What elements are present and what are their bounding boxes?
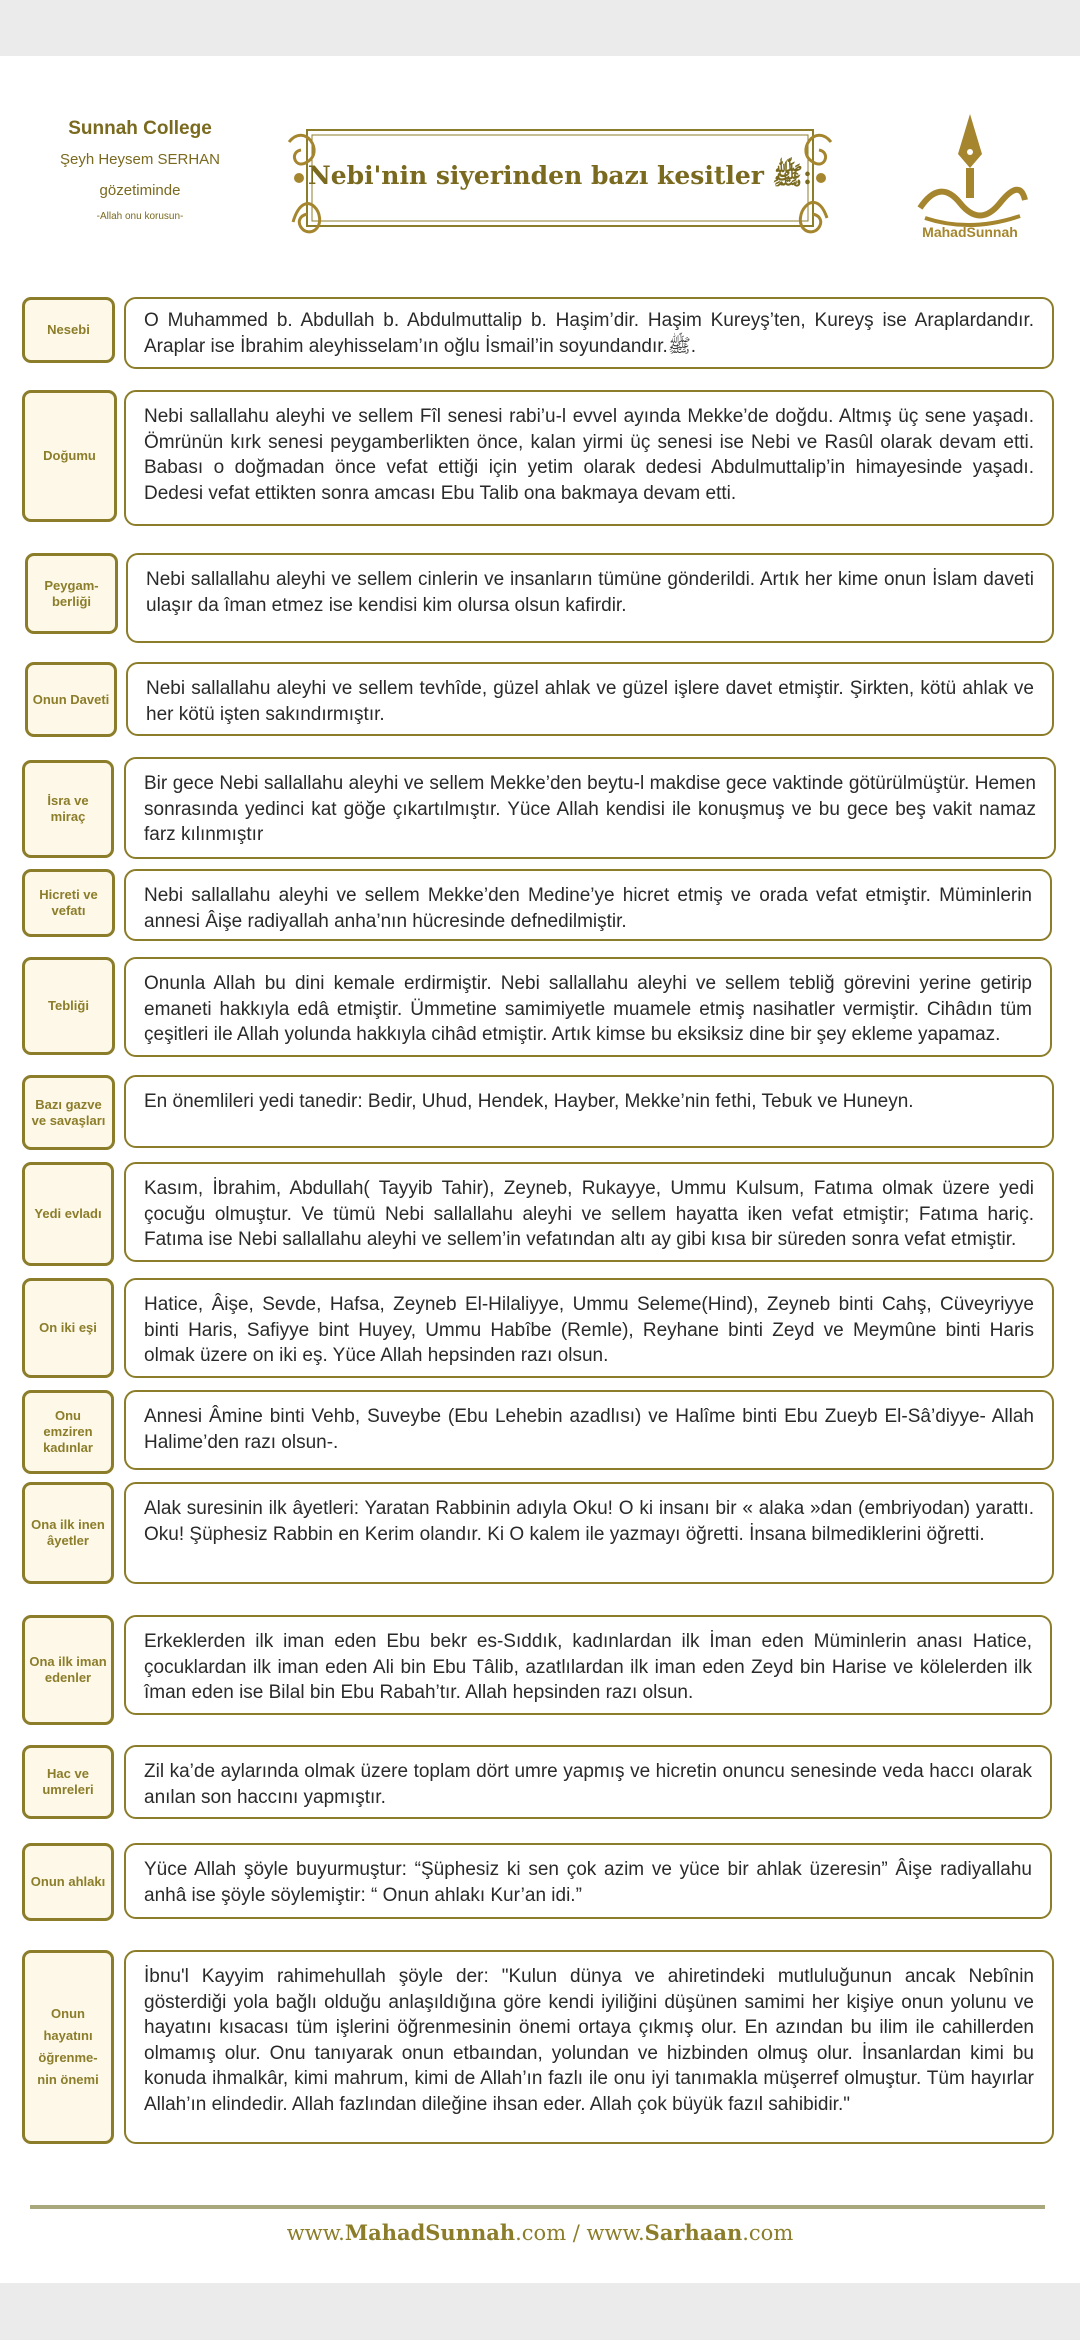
text-onun-ahlaki: Yüce Allah şöyle buyurmuştur: “Şüphesiz ki sen çok azim ve yüce bir ahlak üzeresin” Âişe radiyallahu anhâ ise şöyle söylemiştir: “ Onun ahlakı Kur’an idi.” (124, 1843, 1052, 1919)
teacher-name: Şeyh Heysem SERHAN (59, 151, 221, 168)
page-title: Nebi'nin siyerinden bazı kesitler ﷺ: (307, 160, 813, 190)
label-peygamberligi: Peygam-berliği (25, 553, 118, 634)
footer-websites (0, 2220, 1080, 2245)
label-tebligi: Tebliği (22, 957, 115, 1055)
text-onun-daveti: Nebi sallallahu aleyhi ve sellem tevhîde, güzel ahlak ve güzel işlere davet etmiştir. Şirkten, kötü ahlak ve her kötü işten sakındırmıştır. (126, 662, 1054, 736)
teacher-role: gözetiminde (99, 182, 181, 199)
label-hayatini-ogrenme: Onun hayatını öğrenme-nin önemi (22, 1950, 114, 2144)
label-yedi-evladi: Yedi evladı (22, 1162, 114, 1266)
footer-tld-1: .com / www. (515, 2221, 645, 2245)
footer-divider (30, 2205, 1045, 2209)
text-dogumu: Nebi sallallahu aleyhi ve sellem Fîl senesi rabi’u-l evvel ayında Mekke’de doğdu. Altmış üç sene yaşadı. Ömrünün kırk senesi peygamberlikten önce, kalan yirmi üç senesi ise Nebi ve Rasûl olarak devam etti. Babası o doğmadan önce vefat ettiği için yetim olarak dedesi Abdulmuttalip’in himayesinde yaşadı. Dedesi vefat ettikten sonra amcası Ebu Talib ona bakmaya devam etti. (124, 390, 1054, 526)
label-ilk-ayetler: Ona ilk inen âyetler (22, 1482, 114, 1584)
dua-text: -Allah onu korusun- (96, 211, 184, 222)
label-hicreti-ve-vefati: Hicreti ve vefatı (22, 869, 115, 937)
label-onun-ahlaki: Onun ahlakı (22, 1843, 114, 1921)
title-frame (285, 122, 835, 234)
label-ilk-iman-edenler: Ona ilk iman edenler (22, 1615, 114, 1725)
text-isra-ve-mirac: Bir gece Nebi sallallahu aleyhi ve sellem Mekke’den beytu-l makdise gece vaktinde götürülmüştür. Hemen sonrasında yedinci kat göğe çıkartılmıştır. Yüce Allah kendisi ile konuşmuş ve bu gece beş vakit namaz farz kılınmıştır (124, 757, 1056, 859)
text-yedi-evladi: Kasım, İbrahim, Abdullah( Tayyib Tahir), Zeyneb, Rukayye, Ummu Kulsum, Fatıma olmak üzere yedi çocuğu olmuştur. Ve tümü Nebi sallallahu aleyhi ve sellem hayatta iken vefat etmiştir; Fatıma hariç. Fatıma ise Nebi sallallahu aleyhi ve sellem’in vefatından altı ay gibi kısa bir süreden sonra vefat etmiştir. (124, 1162, 1054, 1262)
label-hac-ve-umreleri: Hac ve umreleri (22, 1745, 114, 1819)
text-tebligi: Onunla Allah bu dini kemale erdirmiştir. Nebi sallallahu aleyhi ve sellem tebliğ görevini yerine getirip emaneti hakkıyla edâ etmiştir. Ümmetine samimiyetle muamele etmiş nasihatler vermiştir. Cihâdın tüm çeşitleri ile Allah yolunda hakkıyla cihâd etmiştir. Artık kimse bu eksiksiz dine bir şey ekleme yapamaz. (124, 957, 1052, 1057)
text-gazveler: En önemlileri yedi tanedir: Bedir, Uhud, Hendek, Hayber, Mekke’nin fethi, Tebuk ve Huneyn. (124, 1075, 1054, 1148)
text-on-iki-esi: Hatice, Âişe, Sevde, Hafsa, Zeyneb El-Hilaliyye, Ummu Seleme(Hind), Zeyneb binti Cahş, Cüveyriyye binti Haris, Safiyye bint Huyey, Ummu Habîbe (Remle), Reyhane binti Zeyd ve Meymûne binti Haris olmak üzere on iki eş. Yüce Allah hepsinden razı olsun. (124, 1278, 1054, 1378)
label-nesebi: Nesebi (22, 297, 115, 363)
text-hayatini-ogrenme: İbnu'l Kayyim rahimehullah şöyle der: "Kulun dünya ve ahiretindeki mutluluğunun ancak Nebînin gösterdiği yola bağlı olduğu anlaşıldığına göre kendi iyiliğini düşünen samimi her kişiye onun yolunu ve hayatını kısacası tüm işlerini öğrenmesinin önemi ortaya çıkmış olur. En azından bu ilim ile cahillerden olmamış olur. Onu tanıyarak onun etbaından, yolundan ve hizbinden olmuş olur. İnsanlardan kimi bu konuda ihmalkâr, kimi mahrum, kimi de Allah’ın fazlı ile onu iyi tanımakla müşerref olmuştur. Tüm hayırlar Allah’ın elindedir. Allah fazlından dileğine ihsan eder. Allah çok büyük fazıl sahibidir." (124, 1950, 1054, 2144)
bottom-band (0, 2283, 1080, 2340)
text-hac-ve-umreleri: Zil ka’de aylarında olmak üzere toplam dört umre yapmış ve hicretin onuncu senesinde veda haccı olarak anılan son haccını yapmıştır. (124, 1745, 1052, 1819)
text-peygamberligi: Nebi sallallahu aleyhi ve sellem cinlerin ve insanların tümüne gönderildi. Artık her kime onun İslam daveti ulaşır da îman etmez ise kendisi kim olursa olsun kafirdir. (126, 553, 1054, 643)
text-nesebi: O Muhammed b. Abdullah b. Abdulmuttalip b. Haşim’dir. Haşim Kureyş’ten, Kureyş ise Araplardandır. Araplar ise İbrahim aleyhisselam’ın oğlu İsmail’in soyundandır.ﷺ. (124, 297, 1054, 369)
college-name: Sunnah College (68, 118, 212, 139)
footer-www: www. (286, 2221, 345, 2245)
footer-tld-2: .com (742, 2221, 794, 2245)
label-isra-ve-mirac: İsra ve miraç (22, 760, 114, 858)
label-onun-daveti: Onun Daveti (25, 662, 117, 737)
college-info (20, 118, 260, 222)
text-ilk-ayetler: Alak suresinin ilk âyetleri: Yaratan Rabbinin adıyla Oku! O ki insanı bir « alaka »dan (embriyodan) yarattı. Oku! Şüphesiz Rabbin en Kerim olandır. Ki O kalem ile yazmayı öğretti. İnsana bilmediklerini öğretti. (124, 1482, 1054, 1584)
label-on-iki-esi: On iki eşi (22, 1278, 114, 1378)
top-band (0, 0, 1080, 56)
label-gazveler: Bazı gazve ve savaşları (22, 1075, 115, 1150)
text-emziren-kadinlar: Annesi Âmine binti Vehb, Suveybe (Ebu Lehebin azadlısı) ve Halîme binti Ebu Zueyb El-Sâ’diyye- Allah Halime’den razı olsun-. (124, 1390, 1054, 1470)
footer-site-sarhaan[interactable]: Sarhaan (644, 2220, 743, 2245)
label-emziren-kadinlar: Onu emziren kadınlar (22, 1390, 114, 1474)
logo-caption: MahadSunnah (922, 224, 1018, 240)
label-dogumu: Doğumu (22, 390, 117, 522)
text-ilk-iman-edenler: Erkeklerden ilk iman eden Ebu bekr es-Sıddık, kadınlardan ilk İman eden Müminlerin anası Hatice, çocuklardan ilk iman eden Ali bin Ebu Tâlib, azatlılardan ilk iman eden Zeyd bin Harise ve kölelerden ilk îman eden ise Bilal bin Ebu Rabah’tır. Allah hepsinden razı olsun. (124, 1615, 1052, 1715)
text-hicreti-ve-vefati: Nebi sallallahu aleyhi ve sellem Mekke’den Medine’ye hicret etmiş ve orada vefat etmiştir. Müminlerin annesi Âişe radiyallah anha’nın hücresinde defnedilmiştir. (124, 869, 1052, 941)
footer-site-mahadsunnah[interactable]: MahadSunnah (344, 2220, 516, 2245)
